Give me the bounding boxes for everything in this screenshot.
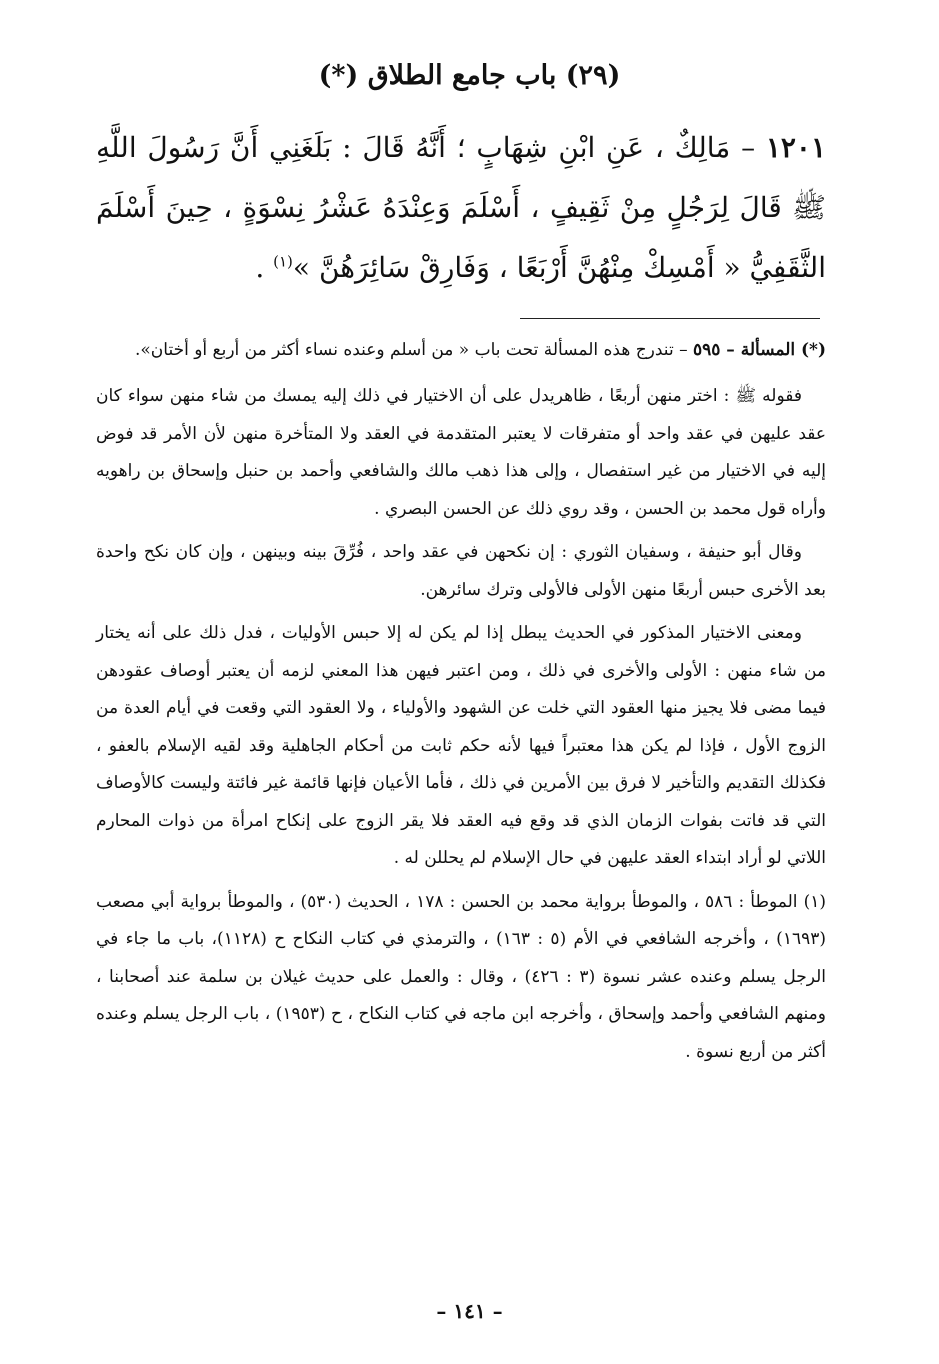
footnote-sources: (١) الموطأ : ٥٨٦ ، والموطأ برواية محمد بن الحسن : ١٧٨ ، الحديث (٥٣٠) ، والموطأ برواية أبي مصعب (١٦٩٣) ، وأخرجه الشافعي في الأم (٥ : ١٦٣) ، والترمذي في كتاب النكاح ح (١١٢٨)، باب ما جاء في الرجل يسلم وعنده عشر نسوة (٣ : ٤٢٦) ، وقال : والعمل على حديث غيلان بن سلمة عند أصحابنا ، ومنهم الشافعي وأحمد وإسحاق ، وأخرجه ابن ماجه في كتاب النكاح ، ح (١٩٥٣) ، باب الرجل يسلم وعنده أكثر من أربع نسوة . bbox=[96, 891, 827, 1062]
separator-line bbox=[520, 318, 820, 319]
footnote-reference: (١) bbox=[273, 252, 293, 271]
hadith-number: ١٢٠١ bbox=[765, 131, 826, 164]
commentary-paragraph: فقوله ﷺ : اختر منهن أربعًا ، ظاهريدل على أن الاختيار في ذلك إليه يمسك من شاء منهن سواء كان عقد عليهن في عقد واحد أو متفرقات لا يعتبر المتقدمة في العقد ولا المتأخرة منهن لأن الأمر قد فوض إليه في الاختيار من غير استفصال ، وإلى هذا ذهب مالك والشافعي وأحمد بن حنبل وإسحاق بن راهويه وأراه قول محمد بن الحسن ، وقد روي ذلك عن الحسن البصري . bbox=[96, 386, 826, 519]
masala-text: – تندرج هذه المسألة تحت باب « من أسلم وعنده نساء أكثر من أربع أو أختان». bbox=[134, 340, 693, 360]
masala-note bbox=[96, 330, 826, 370]
hadith-text: – مَالِكٌ ، عَنِ ابْنِ شِهَابٍ ؛ أَنَّهُ قَالَ : بَلَغَنِي أَنَّ رَسُولَ اللَّهِ ﷺ قَالَ لِرَجُلٍ مِنْ ثَقِيفٍ ، أَسْلَمَ وَعِنْدَهُ عَشْرُ نِسْوَةٍ ، حِينَ أَسْلَمَ الثَّقَفِيُّ « أَمْسِكْ مِنْهُنَّ أَرْبَعًا ، وَفَارِقْ سَائِرَهُنَّ » bbox=[96, 131, 826, 284]
hadith-text-block bbox=[96, 118, 826, 298]
masala-label: (*) المسألة – ٥٩٥ bbox=[692, 340, 826, 360]
commentary-paragraph: وقال أبو حنيفة ، وسفيان الثوري : إن نكحهن في عقد واحد ، فُرِّقَ بينه وبينهن ، وإن كان نكح واحدة بعد الأخرى حبس أربعًا منهن الأولى فالأولى وترك سائرهن. bbox=[96, 542, 826, 600]
commentary-paragraph: ومعنى الاختيار المذكور في الحديث يبطل إذا لم يكن له إلا حبس الأوليات ، فدل ذلك على أنه يختار من شاء منهن : الأولى والأخرى في ذلك ، ومن اعتبر فيهن هذا المعني لزمه أن يعتبر أوصاف عقودهن فيما مضى فلا يجيز منها العقود التي خلت عن الشهود والأولياء ، ولا العقود التي وقعت في أيام العدة من الزوج الأول ، فإذا لم يكن هذا معتبراً فيها لأنه حكم ثابت من أحكام الجاهلية وقد لقيه الإسلام بالعفو ، فكذلك التقديم والتأخير لا فرق بين الأمرين في ذلك ، فأما الأعيان فإنها قائمة غير فائتة وليست كالأوصاف التي قد فاتت بفوات الزمان الذي قد وقع فيه العقد فلا يقر الزوج على إنكاح امرأة من ذوات المحارم اللاتي لو أراد ابتداء العقد عليهن في حال الإسلام لم يحللن له . bbox=[96, 623, 826, 868]
commentary-section bbox=[96, 330, 826, 1071]
chapter-title: (٢٩) باب جامع الطلاق (*) bbox=[318, 60, 621, 91]
hadith-end: . bbox=[255, 251, 274, 284]
page-number: – ١٤١ – bbox=[436, 1299, 503, 1323]
